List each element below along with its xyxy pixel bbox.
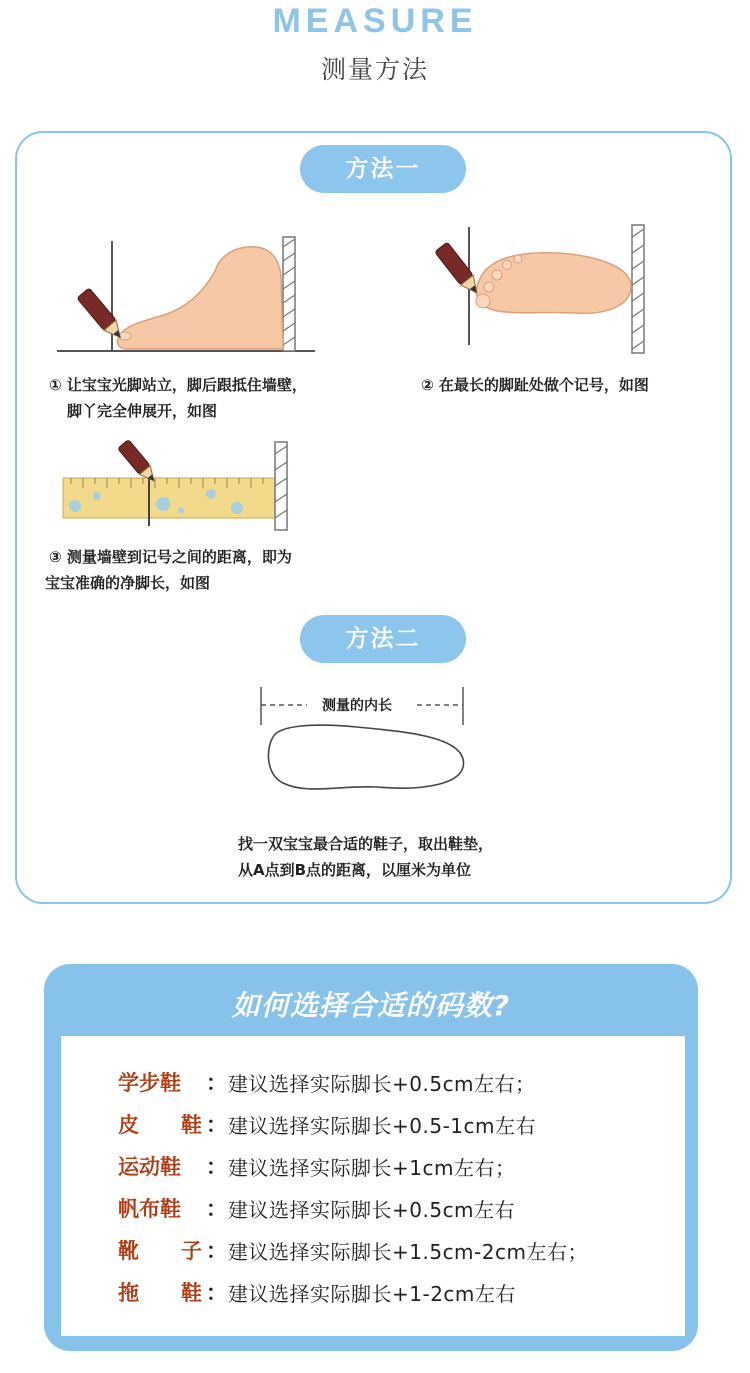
size-row-boots: [118, 1230, 588, 1270]
size-row-leather-shoes: [118, 1104, 536, 1144]
size-guide-box: [44, 964, 698, 1351]
row-separator: ：: [206, 1113, 227, 1137]
size-row-slippers: [118, 1272, 516, 1312]
method-one-badge: 方法一: [300, 145, 466, 193]
foot-marking-illustration: [417, 221, 667, 356]
header-title-cn: 测量方法: [320, 55, 429, 84]
method-two-badge: 方法二: [300, 615, 466, 663]
shoe-type-label: 皮 鞋: [118, 1113, 202, 1137]
size-recommendation: 建议选择实际脚长+1cm左右；: [228, 1155, 516, 1180]
row-separator: ：: [206, 1197, 227, 1221]
size-recommendation: 建议选择实际脚长+1.5cm-2cm左右；: [228, 1239, 588, 1264]
step-one-line-2: 脚丫完全伸展开，如图: [67, 402, 218, 420]
insole-length-label: 测量的内长: [322, 698, 392, 714]
method-two-caption-line-2: 从A点到B点的距离，以厘米为单位: [238, 861, 472, 879]
foot-standing-illustration: [57, 233, 327, 358]
shoe-type-label: 靴 子: [118, 1239, 202, 1263]
size-guide-list: [61, 1036, 685, 1336]
row-separator: ：: [206, 1239, 227, 1263]
size-row-canvas-shoes: [118, 1188, 515, 1228]
size-recommendation: 建议选择实际脚长+1-2cm左右: [228, 1281, 516, 1306]
ruler-measuring-illustration: [61, 438, 291, 533]
step-three-line-2: 宝宝准确的净脚长，如图: [45, 574, 211, 592]
step-two-line-1: ② 在最长的脚趾处做个记号，如图: [421, 376, 649, 394]
shoe-type-label: 学步鞋: [118, 1071, 181, 1095]
shoe-type-label: 拖 鞋: [118, 1281, 202, 1305]
method-two-caption-line-1: 找一双宝宝最合适的鞋子，取出鞋垫，: [238, 835, 494, 853]
step-one-line-1: ① 让宝宝光脚站立，脚后跟抵住墙壁，: [49, 376, 307, 394]
size-recommendation: 建议选择实际脚长+0.5cm左右: [228, 1197, 516, 1222]
step-three-line-1: ③ 测量墙壁到记号之间的距离，即为: [49, 548, 292, 566]
size-guide-title: 如何选择合适的码数?: [231, 989, 511, 1022]
row-separator: ：: [206, 1281, 227, 1305]
size-recommendation: 建议选择实际脚长+0.5cm左右；: [228, 1071, 536, 1096]
header-title-en: MEASURE: [272, 2, 478, 40]
row-separator: ：: [206, 1155, 227, 1179]
size-row-sports-shoes: [118, 1146, 515, 1186]
size-recommendation: 建议选择实际脚长+0.5-1cm左右: [228, 1113, 536, 1138]
shoe-type-label: 帆布鞋: [118, 1197, 181, 1221]
shoe-type-label: 运动鞋: [118, 1155, 181, 1179]
row-separator: ：: [206, 1071, 227, 1095]
measure-methods-card: [15, 131, 732, 904]
size-row-toddler-shoes: [118, 1062, 536, 1102]
